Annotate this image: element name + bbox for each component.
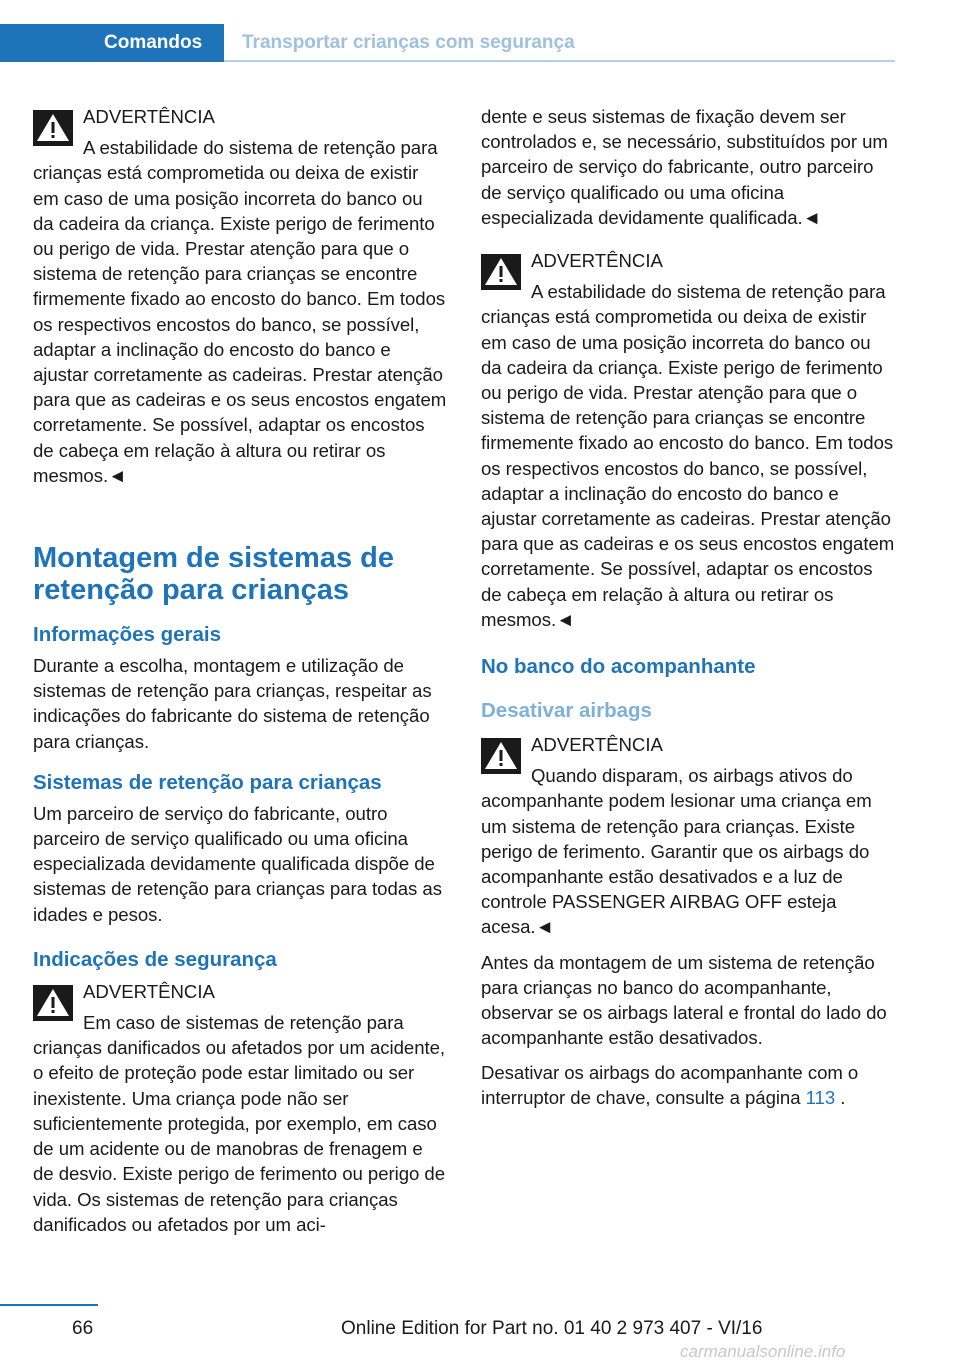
warning-triangle-icon bbox=[33, 985, 73, 1021]
paragraph-restraint-systems: Um parceiro de serviço do fabricante, outro parceiro de serviço qualificado ou uma oficina especializada devidamente qualificada dispõe de sistemas de retenção para crianças para todas as idades e pesos. bbox=[33, 802, 442, 925]
page-header bbox=[0, 24, 895, 62]
page-reference-link[interactable]: 113 bbox=[805, 1086, 836, 1108]
paragraph-disable-airbags bbox=[481, 1060, 895, 1110]
warning-triangle-icon bbox=[481, 738, 521, 774]
paragraph-continuation: dente e seus sistemas de fixação devem ser controlados e, se necessário, substituídos por um parceiro de serviço do fabricante, outro parceiro de serviço qualificado ou uma oficina especializada devidamente qualificada.◄ bbox=[481, 106, 888, 228]
warning-text: A estabilidade do sistema de retenção para crianças está comprometida ou deixa de existir em caso de uma posição incorreta do banco ou da cadeira da criança. Existe perigo de ferimento ou perigo de vida. Prestar atenção para que o sistema de retenção para crianças se encontre firmemente fixado ao encosto do banco. Em todos os respectivos encostos do banco, se possível, adaptar a inclinação do encosto do banco e ajustar corretamente as cadeiras. Prestar atenção para que as cadeiras e os seus encostos engatem corretamente. Se possível, adaptar os encostos de cabeça em relação à altura ou retirar os mesmos.◄ bbox=[481, 281, 895, 630]
warning-text: A estabilidade do sistema de retenção para crianças está comprometida ou deixa de existir em caso de uma posição incorreta do banco ou da cadeira da criança. Existe perigo de ferimento ou perigo de vida. Prestar atenção para que o sistema de retenção para crianças se encontre firmemente fixado ao encosto do banco. Em todos os respectivos encostos do banco, se possível, adaptar a inclinação do encosto do banco e ajustar corretamente as cadeiras. Prestar atenção para que as cadeiras e os seus encostos engatem corretamente. Se possível, adaptar os encostos de cabeça em relação à altura ou retirar os mesmos.◄ bbox=[33, 137, 447, 486]
subheading-passenger-seat: No banco do acompanhante bbox=[481, 655, 756, 679]
subheading-disable-airbags: Desativar airbags bbox=[481, 699, 652, 723]
section-heading: Montagem de sistemas de retenção para crianças bbox=[33, 542, 394, 607]
breadcrumb[interactable]: Transportar crianças com segurança bbox=[242, 32, 575, 53]
warning-block bbox=[481, 248, 895, 632]
warning-label: ADVERTÊNCIA bbox=[83, 980, 215, 1002]
paragraph-general-info: Durante a escolha, montagem e utilização de sistemas de retenção para crianças, respeitar as indicações do fabricante do sistema de retenção para crianças. bbox=[33, 655, 432, 752]
paragraph-before-mounting: Antes da montagem de um sistema de retenção para crianças no banco do acompanhante, observar se os airbags lateral e frontal do lado do acompanhante estão desativados. bbox=[481, 951, 887, 1049]
left-column bbox=[33, 104, 447, 1247]
warning-text: Em caso de sistemas de retenção para crianças danificados ou afetados por um acidente, o efeito de proteção pode estar limitado ou ser inexistente. Uma criança pode não ser suficientemente protegida, por exemplo, em caso de um acidente ou de manobras de frenagem e de desvio. Existe perigo de ferimento ou perigo de vida. Os sistemas de retenção para crianças danificados ou afetados por um aci- bbox=[33, 1012, 446, 1235]
warning-label: ADVERTÊNCIA bbox=[83, 106, 215, 127]
section-tab-label: Comandos bbox=[104, 32, 203, 53]
warning-block bbox=[33, 104, 447, 488]
warning-text: Quando disparam, os airbags ativos do acompanhante podem lesionar uma criança em um sistema de retenção para crianças. Existe perigo de ferimento. Garantir que os airbags do acompanhante estão desativados e a luz de controle PASSENGER AIRBAG OFF esteja acesa.◄ bbox=[481, 765, 872, 938]
warning-triangle-icon bbox=[481, 254, 521, 290]
paragraph-disable-airbags-text: Desativar os airbags do acompanhante com o interruptor de chave, consulte a página bbox=[481, 1061, 859, 1108]
footer-divider bbox=[0, 1304, 98, 1306]
header-divider bbox=[224, 60, 895, 62]
subheading-safety: Indicações de segurança bbox=[33, 947, 277, 971]
paragraph-disable-airbags-end: . bbox=[835, 1086, 846, 1108]
warning-block bbox=[481, 732, 895, 940]
right-column bbox=[481, 104, 895, 1119]
page-number: 66 bbox=[72, 1318, 94, 1339]
section-tab[interactable] bbox=[0, 24, 224, 62]
watermark: carmanualsonline.info bbox=[680, 1342, 846, 1361]
warning-label: ADVERTÊNCIA bbox=[531, 250, 663, 272]
warning-triangle-icon bbox=[33, 110, 73, 146]
subheading-general-info: Informações gerais bbox=[33, 623, 221, 647]
warning-label: ADVERTÊNCIA bbox=[531, 734, 663, 756]
footer-edition: Online Edition for Part no. 01 40 2 973 407 - VI/16 bbox=[341, 1318, 763, 1339]
warning-block bbox=[33, 979, 447, 1237]
subheading-restraint-systems: Sistemas de retenção para crianças bbox=[33, 770, 382, 794]
